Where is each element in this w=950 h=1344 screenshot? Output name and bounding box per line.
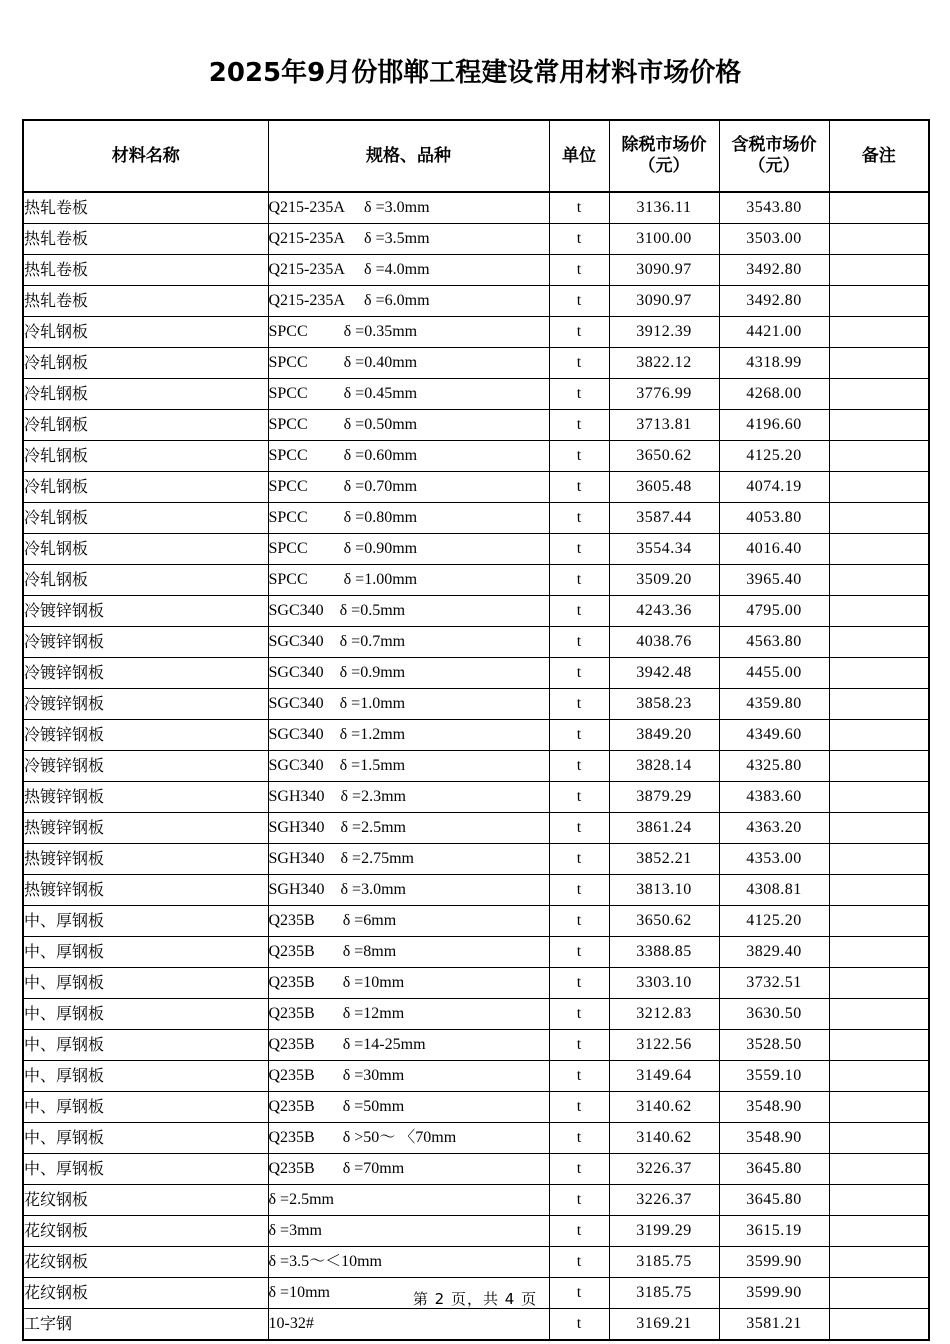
cell-specification: SGH340 δ =2.5mm	[268, 813, 549, 844]
cell-specification: Q235B δ =50mm	[268, 1092, 549, 1123]
cell-price-ex-tax: 4038.76	[609, 627, 719, 658]
table-row	[23, 906, 929, 937]
table-row	[23, 658, 929, 689]
material-price-table	[22, 119, 930, 1341]
cell-unit: t	[549, 472, 609, 503]
cell-unit: t	[549, 286, 609, 317]
cell-unit: t	[549, 565, 609, 596]
cell-unit: t	[549, 658, 609, 689]
cell-price-incl-tax: 3581.21	[719, 1309, 829, 1341]
cell-unit: t	[549, 596, 609, 627]
cell-price-incl-tax: 3630.50	[719, 999, 829, 1030]
cell-unit: t	[549, 875, 609, 906]
cell-specification: SPCC δ =1.00mm	[268, 565, 549, 596]
cell-unit: t	[549, 224, 609, 255]
cell-material-name: 工字钢	[23, 1309, 268, 1341]
cell-unit: t	[549, 906, 609, 937]
cell-specification: SGH340 δ =3.0mm	[268, 875, 549, 906]
cell-remark	[829, 627, 929, 658]
cell-price-incl-tax: 4363.20	[719, 813, 829, 844]
cell-price-ex-tax: 3212.83	[609, 999, 719, 1030]
cell-price-ex-tax: 3776.99	[609, 379, 719, 410]
cell-price-incl-tax: 3732.51	[719, 968, 829, 999]
cell-material-name: 冷轧钢板	[23, 348, 268, 379]
cell-specification: δ =2.5mm	[268, 1185, 549, 1216]
table-header-row	[23, 120, 929, 192]
page-title: 2025年9月份邯郸工程建设常用材料市场价格	[208, 58, 742, 88]
table-row	[23, 503, 929, 534]
cell-price-incl-tax: 4421.00	[719, 317, 829, 348]
column-header-price-ex-tax-label: 除税市场价	[621, 135, 707, 155]
column-header-material-name	[23, 120, 268, 192]
cell-remark	[829, 317, 929, 348]
cell-material-name: 花纹钢板	[23, 1216, 268, 1247]
cell-price-ex-tax: 3650.62	[609, 441, 719, 472]
cell-price-ex-tax: 3713.81	[609, 410, 719, 441]
cell-remark	[829, 379, 929, 410]
cell-remark	[829, 410, 929, 441]
cell-unit: t	[549, 999, 609, 1030]
table-row	[23, 348, 929, 379]
cell-remark	[829, 782, 929, 813]
cell-specification: Q235B δ >50～ 〈70mm	[268, 1123, 549, 1154]
cell-unit: t	[549, 813, 609, 844]
cell-material-name: 热轧卷板	[23, 224, 268, 255]
table-row	[23, 1216, 929, 1247]
cell-remark	[829, 968, 929, 999]
cell-unit: t	[549, 379, 609, 410]
cell-material-name: 中、厚钢板	[23, 1123, 268, 1154]
cell-material-name: 冷轧钢板	[23, 472, 268, 503]
cell-unit: t	[549, 441, 609, 472]
cell-material-name: 热镀锌钢板	[23, 875, 268, 906]
cell-material-name: 冷镀锌钢板	[23, 751, 268, 782]
cell-price-ex-tax: 3169.21	[609, 1309, 719, 1341]
cell-price-incl-tax: 4359.80	[719, 689, 829, 720]
cell-price-incl-tax: 4196.60	[719, 410, 829, 441]
cell-price-ex-tax: 3828.14	[609, 751, 719, 782]
cell-remark	[829, 813, 929, 844]
cell-specification: SPCC δ =0.90mm	[268, 534, 549, 565]
table-row	[23, 627, 929, 658]
cell-price-incl-tax: 3559.10	[719, 1061, 829, 1092]
cell-material-name: 中、厚钢板	[23, 1092, 268, 1123]
cell-price-ex-tax: 3587.44	[609, 503, 719, 534]
cell-price-ex-tax: 3140.62	[609, 1123, 719, 1154]
cell-price-ex-tax: 3136.11	[609, 192, 719, 224]
cell-material-name: 中、厚钢板	[23, 1030, 268, 1061]
cell-unit: t	[549, 627, 609, 658]
cell-unit: t	[549, 720, 609, 751]
cell-price-incl-tax: 4325.80	[719, 751, 829, 782]
table-row	[23, 937, 929, 968]
cell-price-incl-tax: 4383.60	[719, 782, 829, 813]
cell-price-ex-tax: 3858.23	[609, 689, 719, 720]
table-row	[23, 968, 929, 999]
cell-price-ex-tax: 3100.00	[609, 224, 719, 255]
table-row	[23, 565, 929, 596]
cell-specification: δ =3.5～＜10mm	[268, 1247, 549, 1278]
cell-specification: SPCC δ =0.70mm	[268, 472, 549, 503]
price-table-container	[22, 119, 928, 1341]
column-header-remark-label: 备注	[861, 145, 896, 166]
cell-price-ex-tax: 3650.62	[609, 906, 719, 937]
cell-specification: SGH340 δ =2.75mm	[268, 844, 549, 875]
cell-specification: SPCC δ =0.60mm	[268, 441, 549, 472]
cell-specification: Q235B δ =6mm	[268, 906, 549, 937]
cell-specification: Q215-235A δ =4.0mm	[268, 255, 549, 286]
cell-specification: Q215-235A δ =6.0mm	[268, 286, 549, 317]
cell-remark	[829, 503, 929, 534]
cell-remark	[829, 1092, 929, 1123]
cell-specification: SGC340 δ =1.0mm	[268, 689, 549, 720]
cell-price-incl-tax: 3492.80	[719, 255, 829, 286]
cell-price-incl-tax: 3528.50	[719, 1030, 829, 1061]
cell-remark	[829, 658, 929, 689]
cell-remark	[829, 472, 929, 503]
table-row	[23, 844, 929, 875]
table-row	[23, 534, 929, 565]
cell-unit: t	[549, 1154, 609, 1185]
cell-price-incl-tax: 4455.00	[719, 658, 829, 689]
cell-unit: t	[549, 534, 609, 565]
column-header-material-name-label: 材料名称	[111, 145, 180, 166]
cell-material-name: 冷轧钢板	[23, 317, 268, 348]
table-row	[23, 1061, 929, 1092]
cell-material-name: 冷镀锌钢板	[23, 627, 268, 658]
cell-price-incl-tax: 4349.60	[719, 720, 829, 751]
column-header-unit-label: 单位	[562, 145, 596, 166]
cell-material-name: 冷镀锌钢板	[23, 596, 268, 627]
cell-unit: t	[549, 255, 609, 286]
cell-specification: SPCC δ =0.35mm	[268, 317, 549, 348]
cell-unit: t	[549, 410, 609, 441]
cell-price-incl-tax: 3503.00	[719, 224, 829, 255]
table-row	[23, 999, 929, 1030]
cell-price-incl-tax: 4795.00	[719, 596, 829, 627]
cell-price-ex-tax: 3852.21	[609, 844, 719, 875]
table-row	[23, 1092, 929, 1123]
table-row	[23, 410, 929, 441]
cell-remark	[829, 1309, 929, 1341]
cell-price-incl-tax: 3543.80	[719, 192, 829, 224]
cell-price-incl-tax: 4318.99	[719, 348, 829, 379]
column-header-specification-label: 规格、品种	[366, 145, 451, 166]
cell-unit: t	[549, 1030, 609, 1061]
table-row	[23, 751, 929, 782]
cell-material-name: 冷轧钢板	[23, 503, 268, 534]
column-header-price-incl-tax-unit: （元）	[748, 156, 800, 176]
table-row	[23, 255, 929, 286]
table-row	[23, 1030, 929, 1061]
cell-material-name: 冷轧钢板	[23, 410, 268, 441]
cell-material-name: 热镀锌钢板	[23, 813, 268, 844]
cell-price-ex-tax: 3822.12	[609, 348, 719, 379]
column-header-price-incl-tax	[719, 120, 829, 192]
cell-unit: t	[549, 1247, 609, 1278]
cell-material-name: 热轧卷板	[23, 255, 268, 286]
cell-material-name: 冷轧钢板	[23, 534, 268, 565]
cell-specification: SPCC δ =0.45mm	[268, 379, 549, 410]
table-row	[23, 379, 929, 410]
cell-unit: t	[549, 317, 609, 348]
table-row	[23, 1185, 929, 1216]
cell-price-incl-tax: 3599.90	[719, 1278, 829, 1309]
cell-unit: t	[549, 1278, 609, 1309]
cell-remark	[829, 192, 929, 224]
cell-material-name: 中、厚钢板	[23, 999, 268, 1030]
cell-remark	[829, 255, 929, 286]
cell-remark	[829, 844, 929, 875]
cell-price-ex-tax: 3226.37	[609, 1154, 719, 1185]
cell-price-incl-tax: 3548.90	[719, 1092, 829, 1123]
cell-price-ex-tax: 3879.29	[609, 782, 719, 813]
cell-unit: t	[549, 1185, 609, 1216]
cell-remark	[829, 1061, 929, 1092]
cell-price-incl-tax: 3615.19	[719, 1216, 829, 1247]
cell-unit: t	[549, 844, 609, 875]
cell-price-incl-tax: 3645.80	[719, 1185, 829, 1216]
table-row	[23, 1309, 929, 1341]
table-row	[23, 1154, 929, 1185]
table-row	[23, 192, 929, 224]
cell-unit: t	[549, 1216, 609, 1247]
cell-price-incl-tax: 4016.40	[719, 534, 829, 565]
page-footer: 第 2 页，共 4 页	[412, 1290, 538, 1308]
table-row	[23, 286, 929, 317]
cell-price-incl-tax: 4268.00	[719, 379, 829, 410]
cell-material-name: 花纹钢板	[23, 1185, 268, 1216]
cell-specification: δ =3mm	[268, 1216, 549, 1247]
cell-price-incl-tax: 4308.81	[719, 875, 829, 906]
table-row	[23, 441, 929, 472]
cell-specification: Q215-235A δ =3.5mm	[268, 224, 549, 255]
table-body	[23, 192, 929, 1340]
cell-material-name: 冷镀锌钢板	[23, 689, 268, 720]
cell-material-name: 冷轧钢板	[23, 565, 268, 596]
cell-price-incl-tax: 4074.19	[719, 472, 829, 503]
table-row	[23, 689, 929, 720]
cell-specification: 10-32#	[268, 1309, 549, 1341]
cell-material-name: 中、厚钢板	[23, 937, 268, 968]
cell-price-ex-tax: 3226.37	[609, 1185, 719, 1216]
table-row	[23, 813, 929, 844]
cell-remark	[829, 1123, 929, 1154]
cell-specification: Q235B δ =30mm	[268, 1061, 549, 1092]
cell-price-ex-tax: 3388.85	[609, 937, 719, 968]
table-row	[23, 1247, 929, 1278]
cell-remark	[829, 596, 929, 627]
cell-remark	[829, 1247, 929, 1278]
cell-specification: Q235B δ =10mm	[268, 968, 549, 999]
cell-price-incl-tax: 3548.90	[719, 1123, 829, 1154]
cell-specification: Q235B δ =8mm	[268, 937, 549, 968]
column-header-specification	[268, 120, 549, 192]
table-header	[23, 120, 929, 192]
cell-price-incl-tax: 3645.80	[719, 1154, 829, 1185]
cell-remark	[829, 1216, 929, 1247]
cell-price-ex-tax: 4243.36	[609, 596, 719, 627]
cell-specification: SPCC δ =0.80mm	[268, 503, 549, 534]
cell-specification: Q235B δ =70mm	[268, 1154, 549, 1185]
column-header-price-incl-tax-label: 含税市场价	[731, 135, 817, 155]
cell-specification: SPCC δ =0.50mm	[268, 410, 549, 441]
cell-unit: t	[549, 751, 609, 782]
cell-unit: t	[549, 1092, 609, 1123]
cell-material-name: 冷轧钢板	[23, 441, 268, 472]
cell-material-name: 冷轧钢板	[23, 379, 268, 410]
cell-remark	[829, 534, 929, 565]
cell-specification: Q215-235A δ =3.0mm	[268, 192, 549, 224]
cell-price-ex-tax: 3140.62	[609, 1092, 719, 1123]
cell-unit: t	[549, 782, 609, 813]
cell-price-incl-tax: 4353.00	[719, 844, 829, 875]
cell-price-ex-tax: 3605.48	[609, 472, 719, 503]
cell-specification: SGC340 δ =0.5mm	[268, 596, 549, 627]
cell-price-ex-tax: 3861.24	[609, 813, 719, 844]
cell-unit: t	[549, 348, 609, 379]
cell-remark	[829, 441, 929, 472]
cell-material-name: 中、厚钢板	[23, 968, 268, 999]
cell-specification: SGC340 δ =0.7mm	[268, 627, 549, 658]
cell-specification: SPCC δ =0.40mm	[268, 348, 549, 379]
cell-remark	[829, 1154, 929, 1185]
cell-price-ex-tax: 3199.29	[609, 1216, 719, 1247]
cell-remark	[829, 689, 929, 720]
cell-material-name: 热轧卷板	[23, 192, 268, 224]
cell-material-name: 冷镀锌钢板	[23, 658, 268, 689]
cell-price-ex-tax: 3554.34	[609, 534, 719, 565]
cell-specification: Q235B δ =14-25mm	[268, 1030, 549, 1061]
cell-price-ex-tax: 3090.97	[609, 286, 719, 317]
cell-material-name: 冷镀锌钢板	[23, 720, 268, 751]
cell-price-ex-tax: 3813.10	[609, 875, 719, 906]
cell-unit: t	[549, 968, 609, 999]
cell-specification: δ =10mm	[268, 1278, 549, 1309]
cell-price-incl-tax: 4125.20	[719, 906, 829, 937]
cell-unit: t	[549, 192, 609, 224]
cell-material-name: 热轧卷板	[23, 286, 268, 317]
cell-price-ex-tax: 3942.48	[609, 658, 719, 689]
table-row	[23, 720, 929, 751]
cell-specification: SGC340 δ =0.9mm	[268, 658, 549, 689]
cell-remark	[829, 937, 929, 968]
cell-specification: Q235B δ =12mm	[268, 999, 549, 1030]
cell-specification: SGC340 δ =1.2mm	[268, 720, 549, 751]
column-header-price-ex-tax-unit: （元）	[638, 156, 690, 176]
cell-remark	[829, 751, 929, 782]
cell-material-name: 花纹钢板	[23, 1247, 268, 1278]
cell-material-name: 花纹钢板	[23, 1278, 268, 1309]
cell-material-name: 热镀锌钢板	[23, 782, 268, 813]
cell-remark	[829, 1185, 929, 1216]
cell-price-ex-tax: 3303.10	[609, 968, 719, 999]
table-row	[23, 596, 929, 627]
cell-price-ex-tax: 3122.56	[609, 1030, 719, 1061]
cell-unit: t	[549, 689, 609, 720]
cell-remark	[829, 565, 929, 596]
table-row	[23, 224, 929, 255]
column-header-remark	[829, 120, 929, 192]
cell-unit: t	[549, 937, 609, 968]
cell-material-name: 中、厚钢板	[23, 906, 268, 937]
cell-price-incl-tax: 3829.40	[719, 937, 829, 968]
cell-material-name: 中、厚钢板	[23, 1061, 268, 1092]
cell-price-incl-tax: 4053.80	[719, 503, 829, 534]
cell-remark	[829, 720, 929, 751]
cell-specification: SGC340 δ =1.5mm	[268, 751, 549, 782]
cell-remark	[829, 875, 929, 906]
table-row	[23, 317, 929, 348]
cell-price-ex-tax: 3090.97	[609, 255, 719, 286]
cell-price-ex-tax: 3185.75	[609, 1247, 719, 1278]
cell-material-name: 热镀锌钢板	[23, 844, 268, 875]
table-row	[23, 782, 929, 813]
cell-unit: t	[549, 1123, 609, 1154]
cell-material-name: 中、厚钢板	[23, 1154, 268, 1185]
cell-remark	[829, 224, 929, 255]
cell-price-incl-tax: 4563.80	[719, 627, 829, 658]
table-row	[23, 875, 929, 906]
cell-unit: t	[549, 1061, 609, 1092]
cell-price-ex-tax: 3849.20	[609, 720, 719, 751]
table-row	[23, 1123, 929, 1154]
cell-price-incl-tax: 4125.20	[719, 441, 829, 472]
cell-price-incl-tax: 3599.90	[719, 1247, 829, 1278]
cell-price-ex-tax: 3509.20	[609, 565, 719, 596]
cell-remark	[829, 1030, 929, 1061]
column-header-price-ex-tax	[609, 120, 719, 192]
cell-remark	[829, 348, 929, 379]
cell-price-incl-tax: 3492.80	[719, 286, 829, 317]
cell-remark	[829, 906, 929, 937]
cell-remark	[829, 999, 929, 1030]
cell-price-ex-tax: 3149.64	[609, 1061, 719, 1092]
cell-unit: t	[549, 1309, 609, 1341]
cell-price-ex-tax: 3912.39	[609, 317, 719, 348]
column-header-unit	[549, 120, 609, 192]
cell-specification: SGH340 δ =2.3mm	[268, 782, 549, 813]
table-row	[23, 472, 929, 503]
cell-remark	[829, 286, 929, 317]
cell-unit: t	[549, 503, 609, 534]
cell-price-ex-tax: 3185.75	[609, 1278, 719, 1309]
cell-price-incl-tax: 3965.40	[719, 565, 829, 596]
